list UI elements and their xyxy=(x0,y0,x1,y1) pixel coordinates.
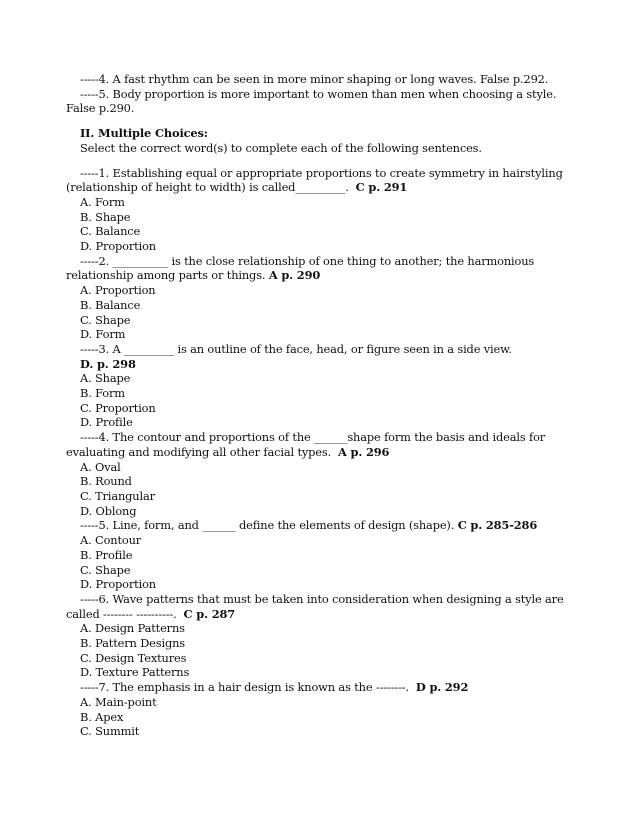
option-d: D. Profile xyxy=(80,415,133,430)
spacer xyxy=(66,116,576,126)
option-b: B. Profile xyxy=(80,547,133,562)
option-a: A. Form xyxy=(80,194,125,209)
option-b: B. Pattern Designs xyxy=(80,636,185,651)
option-c: C. Triangular xyxy=(80,488,155,503)
option-b: B. Balance xyxy=(80,297,141,312)
question-stem-text: relationship among parts or things. xyxy=(66,268,266,283)
option-a: A. Proportion xyxy=(80,283,156,298)
option-d: D. Texture Patterns xyxy=(80,665,190,680)
question-1 xyxy=(66,166,576,254)
option-d: D. Form xyxy=(80,327,126,342)
question-stem-continuation xyxy=(66,180,576,195)
question-stem: -----3. A _________ is an outline of the face, head, or figure seen in a side view. xyxy=(80,341,512,356)
tf-question-5: -----5. Body proportion is more important to women than men when choosing a style. xyxy=(80,86,557,101)
option-d: D. Proportion xyxy=(80,239,156,254)
question-6 xyxy=(66,592,576,680)
question-4 xyxy=(66,430,576,518)
answer-key: A p. 296 xyxy=(338,444,390,459)
section-instruction: Select the correct word(s) to complete each of the following sentences. xyxy=(80,140,482,155)
question-stem-text: evaluating and modifying all other facial types. xyxy=(66,444,332,459)
option-d: D. Oblong xyxy=(80,503,137,518)
question-stem: -----6. Wave patterns that must be taken into consideration when designing a style are xyxy=(80,591,564,606)
question-stem-continuation xyxy=(66,268,576,283)
option-b: B. Form xyxy=(80,386,125,401)
question-3 xyxy=(66,342,576,430)
answer-key: C p. 291 xyxy=(355,180,408,195)
option-c: C. Balance xyxy=(80,224,141,239)
question-stem xyxy=(66,680,576,695)
question-stem: -----1. Establishing equal or appropriate proportions to create symmetry in hairstyling xyxy=(80,165,563,180)
section-heading: II. Multiple Choices: xyxy=(80,126,208,141)
option-a: A. Contour xyxy=(80,533,142,548)
question-stem-text: called -------- ----------. xyxy=(66,606,177,621)
spacer xyxy=(66,156,576,166)
answer-key: C p. 285-286 xyxy=(457,518,538,533)
question-stem-text: -----7. The emphasis in a hair design is known as the --------. xyxy=(80,680,409,695)
question-stem: -----2. __________ is the close relationship of one thing to another; the harmonious xyxy=(80,253,535,268)
question-stem-text: (relationship of height to width) is called_________. xyxy=(66,180,349,195)
option-c: C. Design Textures xyxy=(80,650,187,665)
question-5 xyxy=(66,518,576,592)
option-c: C. Summit xyxy=(80,724,140,739)
option-d: D. Proportion xyxy=(80,577,156,592)
question-stem-continuation xyxy=(66,607,576,622)
tf-question-4: -----4. A fast rhythm can be seen in more minor shaping or long waves. False p.292. xyxy=(80,72,549,86)
option-b: B. Shape xyxy=(80,209,131,224)
option-a: A. Design Patterns xyxy=(80,621,185,636)
option-c: C. Shape xyxy=(80,312,131,327)
option-c: C. Shape xyxy=(80,562,131,577)
answer-key: D p. 292 xyxy=(415,680,469,695)
document-body xyxy=(66,72,576,739)
answer-key: A p. 290 xyxy=(268,268,321,283)
option-a: A. Main-point xyxy=(80,694,157,709)
answer-key: D. p. 298 xyxy=(80,356,136,371)
option-a: A. Shape xyxy=(80,371,131,386)
question-stem-text: -----5. Line, form, and ______ define the elements of design (shape). xyxy=(80,518,455,533)
question-stem: -----4. The contour and proportions of the ______shape form the basis and ideals for xyxy=(80,430,546,445)
question-stem xyxy=(66,518,576,533)
option-b: B. Apex xyxy=(80,709,124,724)
tf-question-5-continuation: False p.290. xyxy=(66,101,135,116)
question-stem-continuation xyxy=(66,445,576,460)
option-a: A. Oval xyxy=(80,459,121,474)
option-b: B. Round xyxy=(80,474,132,489)
question-2 xyxy=(66,254,576,342)
question-7 xyxy=(66,680,576,739)
option-c: C. Proportion xyxy=(80,400,156,415)
answer-key: C p. 287 xyxy=(183,606,236,621)
